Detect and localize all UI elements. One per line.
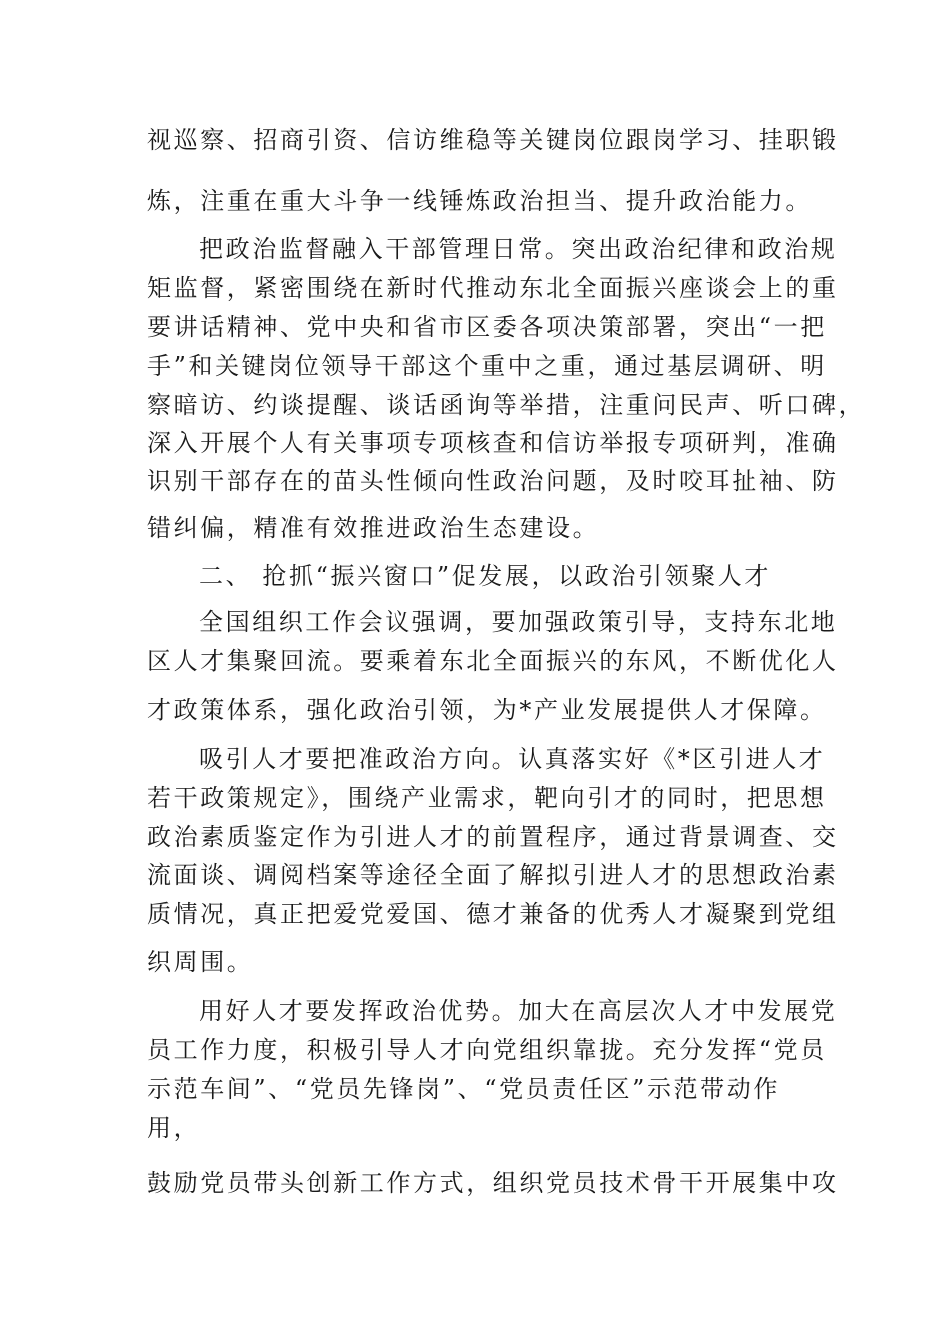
text-line: 示范车间”、“党员先锋岗”、“党员责任区”示范带动作 (147, 1075, 780, 1103)
text-line: 要讲话精神、党中央和省市区委各项决策部署，突出“一把 (147, 313, 827, 341)
text-line: 流面谈、调阅档案等途径全面了解拟引进人才的思想政治素 (147, 861, 839, 889)
text-line: 识别干部存在的苗头性倾向性政治问题，及时咬耳扯袖、防 (147, 467, 839, 495)
text-line: 鼓励党员带头创新工作方式，组织党员技术骨干开展集中攻 (147, 1169, 839, 1197)
text-line: 吸引人才要把准政治方向。认真落实好《*区引进人才 (199, 745, 826, 773)
text-line: 区人才集聚回流。要乘着东北全面振兴的东风，不断优化人 (147, 647, 839, 675)
text-line: 若干政策规定》，围绕产业需求，靶向引才的同时，把思想 (147, 784, 827, 812)
text-line: 矩监督，紧密围绕在新时代推动东北全面振兴座谈会上的重 (147, 274, 839, 302)
text-line: 错纠偏，精准有效推进政治生态建设。 (147, 514, 600, 542)
text-line: 政治素质鉴定作为引进人才的前置程序，通过背景调查、交 (147, 823, 839, 851)
text-line: 手”和关键岗位领导干部这个重中之重，通过基层调研、明 (147, 352, 827, 380)
text-line: 视巡察、招商引资、信访维稳等关键岗位跟岗学习、挂职锻 (147, 126, 839, 154)
text-line: 质情况，真正把爱党爱国、德才兼备的优秀人才凝聚到党组 (147, 900, 839, 928)
section-heading: 二、 抢抓“振兴窗口”促发展，以政治引领聚人才 (199, 562, 771, 590)
text-line: 深入开展个人有关事项专项核查和信访举报专项研判，准确 (147, 429, 839, 457)
text-line: 用， (147, 1114, 201, 1142)
text-line: 炼，注重在重大斗争一线锤炼政治担当、提升政治能力。 (147, 187, 812, 215)
text-line: 用好人才要发挥政治优势。加大在高层次人才中发展党 (199, 997, 838, 1025)
text-line: 员工作力度，积极引导人才向党组织靠拢。充分发挥“党员 (147, 1036, 827, 1064)
text-line: 才政策体系，强化政治引领，为*产业发展提供人才保障。 (147, 696, 827, 724)
text-line: 察暗访、约谈提醒、谈话函询等举措，注重问民声、听口碑， (147, 391, 866, 419)
text-line: 全国组织工作会议强调，要加强政策引导，支持东北地 (199, 608, 838, 636)
text-line: 把政治监督融入干部管理日常。突出政治纪律和政治规 (199, 235, 838, 263)
text-line: 织周围。 (147, 948, 254, 976)
